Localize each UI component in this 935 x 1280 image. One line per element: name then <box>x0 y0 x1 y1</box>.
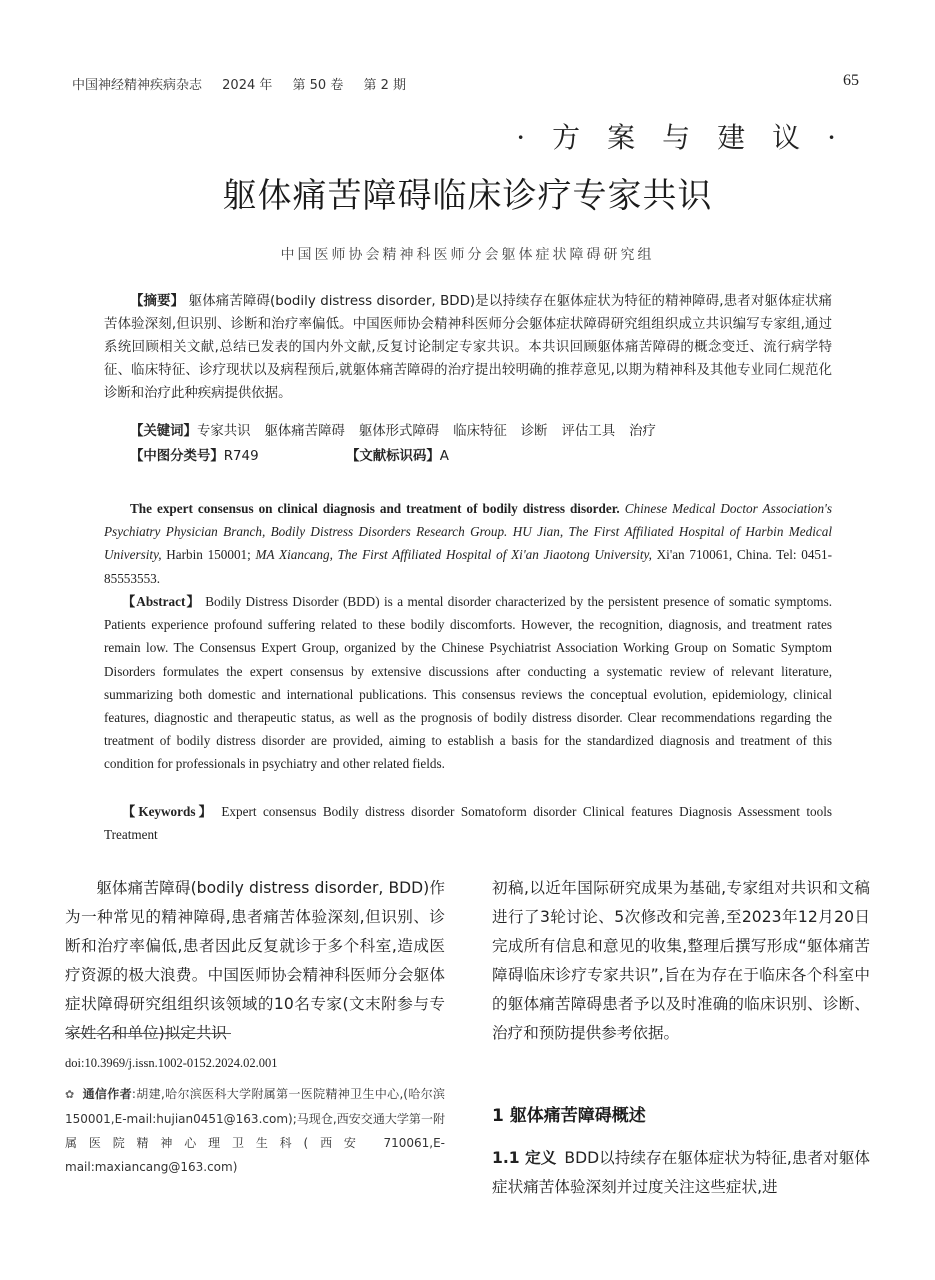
page-number: 65 <box>843 72 859 89</box>
keyword: 躯体形式障碍 <box>358 424 440 439</box>
cn-keywords <box>130 420 670 439</box>
corr-label: 通信作者 <box>82 1087 132 1101</box>
running-header <box>72 74 422 93</box>
keyword: 治疗 <box>629 424 656 439</box>
en-affiliation-2: MA Xiancang, The First Affiliated Hospital of Xi'an Jiaotong University, <box>255 547 652 563</box>
body-right-column: 初稿,以近年国际研究成果为基础,专家组对共识和文稿进行了3轮讨论、5次修改和完善,至2023年12月20日完成所有信息和意见的收集,整理后撰写形成“躯体痛苦障碍临床诊疗专家共识”,旨在为存在于临床各个科室中的躯体痛苦障碍患者予以及时准确的临床识别、诊断、治疗和预防提供参考依据。 <box>492 879 870 1042</box>
flower-icon: ✿ <box>65 1088 75 1101</box>
footnote-divider <box>65 1033 231 1034</box>
en-location-2: Xi'an 710061, China. Tel: 0451-85553553. <box>104 547 833 586</box>
section-heading: 1 躯体痛苦障碍概述 <box>492 1106 646 1126</box>
corresponding-author <box>65 1082 445 1179</box>
journal-year: 2024 年 <box>222 78 273 93</box>
journal-volume: 第 50 卷 <box>292 78 344 93</box>
en-affiliation: Chinese Medical Doctor Association's Psychiatry Physician Branch, Bodily Distress Disorders Research Group. HU Jian, The First Affiliated Hospital of Harbin Medical University, <box>104 501 833 563</box>
en-title: The expert consensus on clinical diagnosis and treatment of bodily distress disorder. <box>130 501 620 516</box>
subsection-definition <box>492 1144 870 1202</box>
subsection-text: BDD以持续存在躯体症状为特征,患者对躯体症状痛苦体验深刻并过度关注这些症状,进 <box>492 1149 870 1196</box>
cn-keywords-label: 【关键词】 <box>130 424 197 439</box>
en-abstract-text: Bodily Distress Disorder (BDD) is a mental disorder characterized by the persistent presence of somatic symptoms. Patients experience profound suffering related to these bodily discomforts. However, the recognition, diagnosis, and treatment rates remain low. The Consensus Expert Group, organized by the Chinese Psychiatrist Association Working Group on Somatic Symptom Disorders formulates the expert consensus by extensive discussions after conducting a systematic review of relevant literature, summarizing both domestic and international publications. This consensus reviews the conceptual evolution, epidemiology, clinical features, diagnostic and therapeutic status, as well as the prognosis of bodily distress disorder. Clear recommendations regarding the treatment of bodily distress disorder are provided, aiming to establish a basis for the standardized diagnosis and treatment of this condition for professionals in psychiatry and other related fields. <box>104 594 832 772</box>
keyword: 评估工具 <box>561 424 616 439</box>
en-abstract-label: 【Abstract】 <box>122 594 201 609</box>
cn-abstract-label: 【摘要】 <box>130 294 185 309</box>
en-abstract <box>104 590 832 776</box>
en-keywords <box>104 800 832 846</box>
corr-text: :胡建,哈尔滨医科大学附属第一医院精神卫生中心,(哈尔滨 150001,E-mail:hujian0451@163.com);马现仓,西安交通大学第一附属医院精神心理卫生科(西安 710061,E-mail:maxiancang@163.com) <box>65 1087 445 1174</box>
clc-line <box>130 445 259 464</box>
en-keywords-label: 【Keywords】 <box>122 804 215 819</box>
column-tag: ·方案与建议· <box>516 121 863 154</box>
subsection-label: 1.1 定义 <box>492 1149 557 1167</box>
doc-code-value: A <box>439 449 449 464</box>
body-left-column: 躯体痛苦障碍(bodily distress disorder, BDD)作为一种常见的精神障碍,患者痛苦体验深刻,但识别、诊断和治疗率偏低,患者因此反复就诊于多个科室,造成医疗资源的极大浪费。中国医师协会精神科医师分会躯体症状障碍研究组组织该领域的10名专家(文末附参与专家姓名和单位)拟定共识 <box>65 879 445 1042</box>
cn-abstract-text: 躯体痛苦障碍(bodily distress disorder, BDD)是以持续存在躯体症状为特征的精神障碍,患者对躯体症状痛苦体验深刻,但识别、诊断和治疗率偏低。中国医师协会精神科医师分会躯体症状障碍研究组组织成立共识编写专家组,通过系统回顾相关文献,总结已发表的国内外文献,反复讨论制定专家共识。本共识回顾躯体痛苦障碍的概念变迁、流行病学特征、临床特征、诊疗现状以及病程预后,就躯体痛苦障碍的治疗提出较明确的推荐意见,以期为精神科及其他专业同仁规范化诊断和治疗此种疾病提供依据。 <box>104 294 833 401</box>
keyword: 躯体痛苦障碍 <box>264 424 345 439</box>
author-group: 中国医师协会精神科医师分会躯体症状障碍研究组 <box>280 247 655 263</box>
clc-value: R749 <box>223 449 259 464</box>
article-title: 躯体痛苦障碍临床诊疗专家共识 <box>222 176 713 216</box>
doi: doi:10.3969/j.issn.1002-0152.2024.02.001 <box>65 1056 278 1070</box>
cn-abstract <box>104 290 832 405</box>
keyword: 临床特征 <box>453 424 507 439</box>
keyword: 诊断 <box>520 424 548 439</box>
journal-name: 中国神经精神疾病杂志 <box>72 78 203 93</box>
keyword: 专家共识 <box>196 424 251 439</box>
clc-label: 【中图分类号】 <box>130 449 224 464</box>
journal-issue: 第 2 期 <box>363 78 407 93</box>
en-title-block <box>104 497 832 590</box>
doc-code-label: 【文献标识码】 <box>346 449 440 464</box>
en-location-1: Harbin 150001; <box>166 547 251 563</box>
en-keywords-text: Expert consensus Bodily distress disorder Somatoform disorder Clinical features Diagnosis Assessment tools Treatment <box>104 804 832 843</box>
doc-code-line <box>346 445 449 464</box>
